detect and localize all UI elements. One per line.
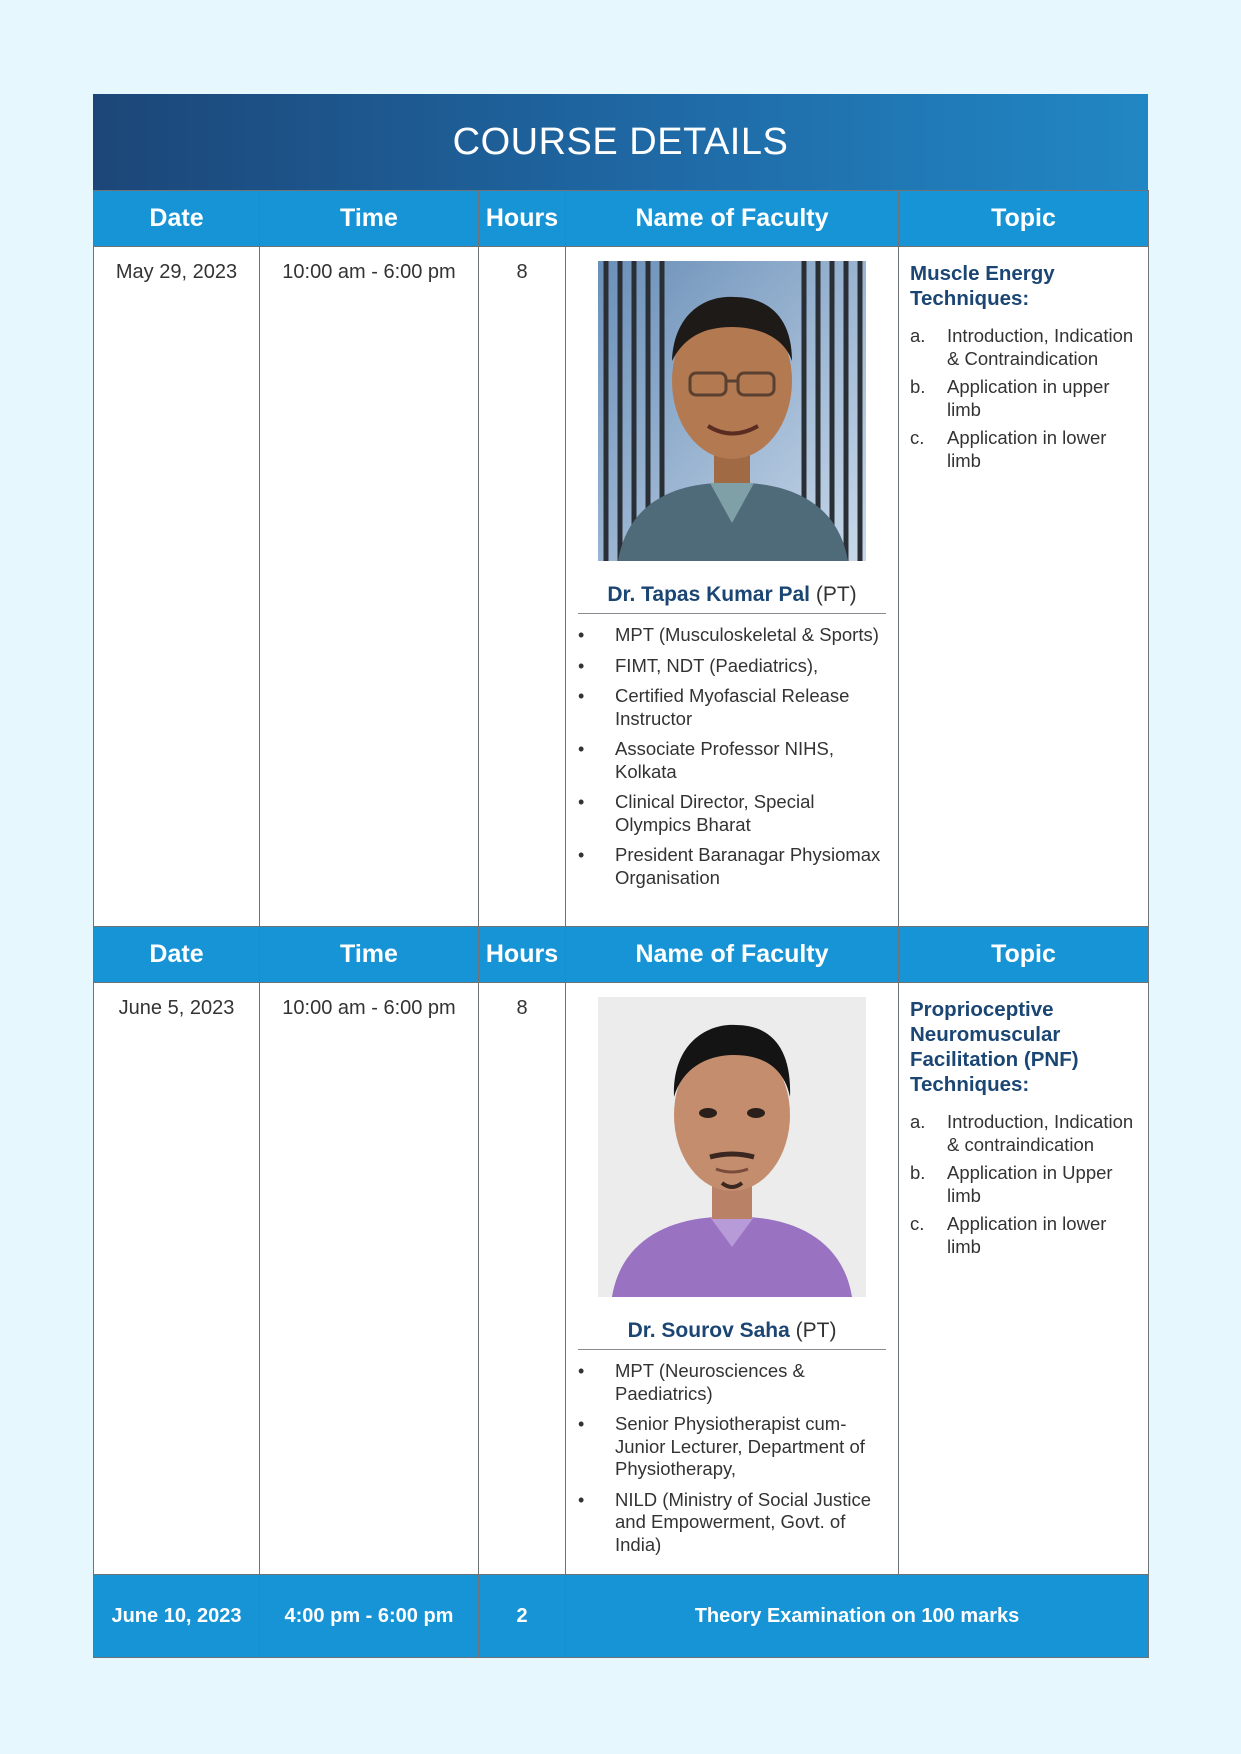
topic-item-text: Application in lower limb: [947, 427, 1107, 471]
exam-time: 4:00 pm - 6:00 pm: [260, 1575, 479, 1658]
header-topic: Topic: [899, 927, 1149, 983]
exam-hours: 2: [479, 1575, 566, 1658]
session-row: [94, 247, 1149, 927]
table-header-row: [94, 191, 1149, 247]
topic-item-letter: a.: [910, 1111, 926, 1132]
session-date: June 5, 2023: [94, 983, 260, 1575]
faculty-qualifications: [578, 1360, 886, 1556]
qualification-item: • MPT (Musculoskeletal & Sports): [578, 624, 886, 647]
qualification-item: • Senior Physiotherapist cum-Junior Lecturer, Department of Physiotherapy,: [578, 1413, 886, 1481]
topic-list: [910, 325, 1138, 472]
header-date: Date: [94, 927, 260, 983]
session-time: 10:00 am - 6:00 pm: [260, 983, 479, 1575]
header-hours: Hours: [479, 191, 566, 247]
topic-item: [910, 1162, 1138, 1207]
topic-title: Proprioceptive Neuromuscular Facilitation (PNF) Techniques:: [910, 998, 1079, 1096]
course-schedule-table: [93, 190, 1149, 1658]
header-topic: Topic: [899, 191, 1149, 247]
header-hours: Hours: [479, 927, 566, 983]
qualification-item: • MPT (Neurosciences & Paediatrics): [578, 1360, 886, 1405]
header-time: Time: [260, 191, 479, 247]
faculty-cell: [566, 247, 899, 927]
topic-item-text: Introduction, Indication & Contraindication: [947, 325, 1134, 369]
topic-cell: [899, 247, 1149, 927]
faculty-name-line: [578, 583, 886, 614]
session-row: [94, 983, 1149, 1575]
qualification-item: • President Baranagar Physiomax Organisation: [578, 844, 886, 889]
banner-title: COURSE DETAILS: [452, 120, 789, 163]
faculty-name-suffix: (PT): [810, 583, 857, 606]
qualification-item: • Clinical Director, Special Olympics Bharat: [578, 791, 886, 836]
session-hours: 8: [479, 247, 566, 927]
topic-item-text: Application in lower limb: [947, 1213, 1107, 1257]
topic-item-letter: c.: [910, 1213, 925, 1234]
course-details-sheet: [93, 94, 1148, 1658]
header-time: Time: [260, 927, 479, 983]
faculty-portrait-tapas: [598, 261, 866, 561]
topic-item: [910, 1111, 1138, 1156]
topic-cell: [899, 983, 1149, 1575]
topic-title: Muscle Energy Techniques:: [910, 262, 1055, 310]
topic-item-letter: b.: [910, 376, 926, 397]
topic-item-letter: b.: [910, 1162, 926, 1183]
exam-row: [94, 1575, 1149, 1658]
qualification-item: • Associate Professor NIHS, Kolkata: [578, 738, 886, 783]
table-header-row: [94, 927, 1149, 983]
qualification-item: • NILD (Ministry of Social Justice and Empowerment, Govt. of India): [578, 1489, 886, 1557]
topic-item: [910, 376, 1138, 421]
faculty-portrait-sourov: [598, 997, 866, 1297]
session-date: May 29, 2023: [94, 247, 260, 927]
exam-description: Theory Examination on 100 marks: [566, 1575, 1149, 1658]
qualification-item: • FIMT, NDT (Paediatrics),: [578, 655, 886, 678]
faculty-name: Dr. Tapas Kumar Pal: [607, 583, 811, 606]
topic-item-letter: a.: [910, 325, 926, 346]
topic-item-text: Introduction, Indication & contraindication: [947, 1111, 1134, 1155]
topic-list: [910, 1111, 1138, 1258]
session-time: 10:00 am - 6:00 pm: [260, 247, 479, 927]
session-hours: 8: [479, 983, 566, 1575]
faculty-cell: [566, 983, 899, 1575]
faculty-name-suffix: (PT): [789, 1319, 837, 1342]
faculty-qualifications: [578, 624, 886, 889]
course-details-banner: [93, 94, 1148, 190]
topic-item: [910, 325, 1138, 370]
faculty-name: Dr. Sourov Saha: [627, 1319, 790, 1342]
faculty-name-line: [578, 1319, 886, 1350]
topic-item-text: Application in upper limb: [947, 376, 1110, 420]
header-date: Date: [94, 191, 260, 247]
header-faculty: Name of Faculty: [566, 927, 899, 983]
topic-item-text: Application in Upper limb: [947, 1162, 1113, 1206]
qualification-item: • Certified Myofascial Release Instructor: [578, 685, 886, 730]
header-faculty: Name of Faculty: [566, 191, 899, 247]
topic-item: [910, 427, 1138, 472]
exam-date: June 10, 2023: [94, 1575, 260, 1658]
topic-item-letter: c.: [910, 427, 925, 448]
topic-item: [910, 1213, 1138, 1258]
